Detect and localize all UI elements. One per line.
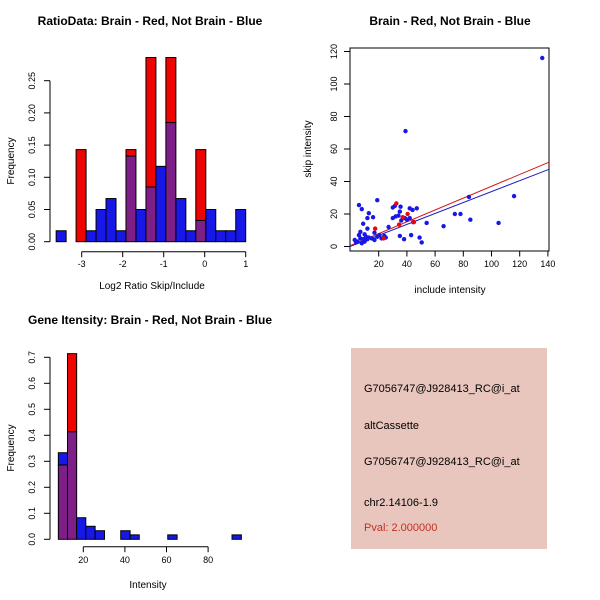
scatter-point-blue [365,216,369,220]
hist-bar-blue [232,535,241,539]
hist-bar-blue [95,531,104,540]
y-tick-label: 0.25 [27,71,37,90]
hist-bar-red [166,58,176,123]
y-tick-label: 0.7 [27,351,37,364]
scatter-point-blue [386,225,390,229]
hist-bar-blue [236,210,246,242]
y-tick-label: 0.4 [27,429,37,442]
x-tick-label: 140 [540,259,556,269]
hist-bar-overlap [196,220,206,241]
scatter-point-blue [468,217,472,221]
hist-bar-red [126,150,136,156]
scatter-point-blue [467,195,471,199]
info-pval: Pval: 2.000000 [364,522,438,534]
hist-bar-blue [106,199,116,242]
hist-bar-blue [86,231,96,242]
hist-bar-red [67,354,76,432]
scatter-point-blue [375,235,379,239]
ratio-histogram-chart [0,0,300,300]
scatter-point-blue [424,221,428,225]
scatter-point-blue [402,237,406,241]
scatter-y-axis-label: skip intensity [303,120,314,178]
scatter-point-blue [403,129,407,133]
scatter-point-blue [367,211,371,215]
x-tick-label: 60 [430,259,441,269]
scatter-point-blue [396,213,400,217]
hist-bar-blue [136,210,146,242]
gene-hist-y-axis-label: Frequency [6,424,17,472]
hist-bar-blue [58,453,67,465]
y-tick-label: 0.00 [27,232,37,251]
x-tick-label: 120 [512,259,528,269]
info-locus: chr2.14106-1.9 [364,497,438,509]
panel-gene-intensity-histogram [0,300,300,600]
scatter-title: Brain - Red, Not Brain - Blue [369,14,531,28]
hist-bar-overlap [58,465,67,539]
x-tick-label: 40 [119,555,130,565]
y-tick-label: 0 [329,243,339,250]
intensity-scatter-chart [300,0,600,300]
y-tick-label: 0.2 [27,481,37,494]
scatter-point-blue [410,208,414,212]
y-tick-label: 0.0 [27,533,37,546]
scatter-point-red [397,222,401,226]
hist-bar-blue [216,231,226,242]
info-probe-id-2: G7056747@J928413_RC@i_at [364,456,520,468]
scatter-point-red [412,220,416,224]
y-tick-label: 60 [329,143,339,155]
scatter-x-axis-label: include intensity [414,285,486,296]
hist-bar-blue [96,210,106,242]
plot-box [350,48,549,251]
hist-bar-blue [206,210,216,242]
y-tick-label: 40 [329,176,339,187]
hist-bar-overlap [146,187,156,242]
y-tick-label: 0.10 [27,168,37,187]
hist-bar-blue [86,526,95,539]
hist-bar-blue [77,518,86,540]
scatter-point-blue [360,207,364,211]
hist-bar-blue [130,535,139,539]
scatter-point-blue [398,234,402,238]
scatter-point-red [400,215,404,219]
scatter-point-blue [408,216,412,220]
x-tick-label: -1 [159,259,168,269]
scatter-point-red [373,226,377,230]
y-tick-label: 0.05 [27,200,37,219]
scatter-point-blue [458,212,462,216]
scatter-point-blue [512,194,516,198]
scatter-point-blue [375,198,379,202]
hist-bar-overlap [67,432,76,540]
x-tick-label: -2 [118,259,127,269]
hist-bar-blue [116,231,126,242]
info-splice-type: altCassette [364,420,420,432]
ratio-histogram-title: RatioData: Brain - Red, Not Brain - Blue [37,14,263,28]
x-tick-label: 40 [401,259,412,269]
scatter-point-blue [365,226,369,230]
x-tick-label: 0 [202,259,208,269]
y-tick-label: 0.15 [27,136,37,154]
scatter-point-red [381,236,385,240]
y-tick-label: 80 [329,111,339,122]
scatter-point-blue [398,204,402,208]
scatter-point-blue [540,56,544,60]
scatter-point-blue [441,224,445,228]
y-tick-label: 0.3 [27,455,37,468]
scatter-point-blue [453,212,457,216]
hist-bar-blue [56,231,66,242]
x-tick-label: 1 [243,259,249,269]
y-tick-label: 0.20 [27,104,37,122]
hist-bar-blue [156,166,166,241]
panel-intensity-scatter [300,0,600,300]
hist-bar-blue [226,231,236,242]
x-tick-label: 80 [203,555,214,565]
x-tick-label: 80 [458,259,469,269]
info-box [351,348,547,549]
scatter-point-blue [420,240,424,244]
y-tick-label: 100 [329,76,339,92]
scatter-point-blue [415,206,419,210]
x-tick-label: 20 [78,555,89,565]
scatter-point-blue [496,221,500,225]
scatter-point-blue [362,232,366,236]
x-tick-label: -3 [77,259,86,269]
hist-bar-red [76,150,86,242]
scatter-point-blue [398,209,402,213]
info-probe-id: G7056747@J928413_RC@i_at [364,383,520,395]
gene-intensity-histogram-chart [0,300,300,600]
scatter-point-blue [409,233,413,237]
scatter-point-blue [361,222,365,226]
scatter-point-blue [372,230,376,234]
ratio-hist-y-axis-label: Frequency [6,137,17,185]
scatter-point-red [394,201,398,205]
panel-gene-info [300,300,600,600]
gene-histogram-title: Gene Itensity: Brain - Red, Not Brain - Blue [27,313,273,327]
y-tick-label: 20 [329,208,339,220]
x-tick-label: 100 [483,259,500,269]
scatter-point-blue [417,235,421,239]
hist-bar-blue [121,531,130,540]
hist-bar-red [196,150,206,221]
hist-bar-overlap [166,123,176,242]
gene-hist-x-axis-label: Intensity [129,580,167,591]
hist-bar-blue [168,535,177,539]
x-tick-label: 60 [161,555,172,565]
y-tick-label: 0.6 [27,377,37,390]
hist-bar-overlap [126,156,136,242]
y-tick-label: 0.5 [27,403,37,416]
y-tick-label: 120 [329,43,339,60]
x-tick-label: 20 [373,259,384,269]
ratio-hist-x-axis-label: Log2 Ratio Skip/Include [99,281,205,292]
scatter-point-red [405,212,409,216]
scatter-point-blue [371,215,375,219]
hist-bar-red [146,58,156,187]
hist-bar-blue [176,199,186,242]
y-tick-label: 0.1 [27,507,37,520]
hist-bar-blue [186,231,196,242]
panel-ratio-histogram [0,0,300,300]
scatter-point-blue [357,203,361,207]
